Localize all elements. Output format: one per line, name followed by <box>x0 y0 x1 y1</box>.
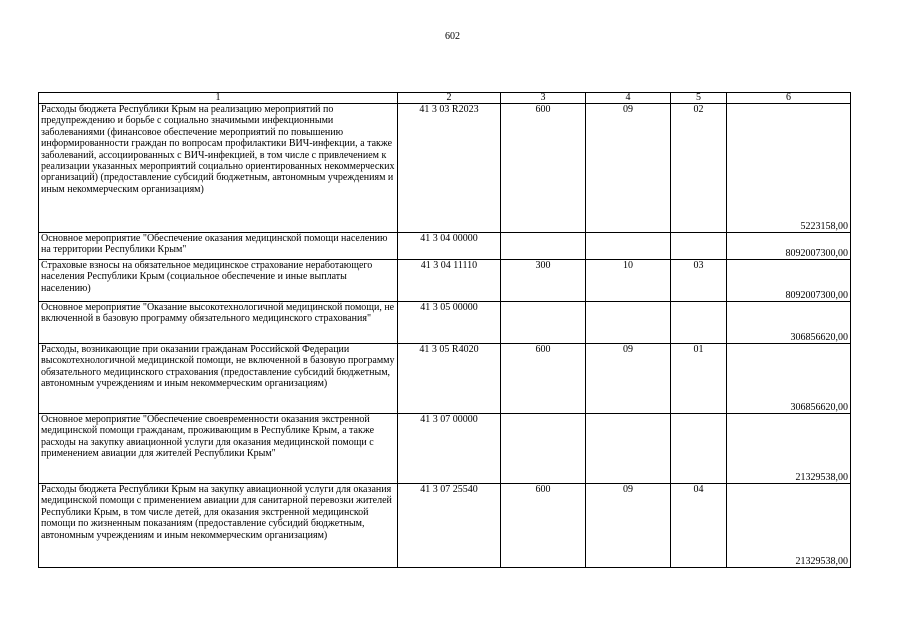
row-pr <box>671 414 727 484</box>
table-row <box>39 260 851 302</box>
column-number: 2 <box>398 93 501 104</box>
column-number: 4 <box>586 93 671 104</box>
row-amount: 8092007300,00 <box>727 260 851 302</box>
row-amount: 306856620,00 <box>727 344 851 414</box>
row-pr: 02 <box>671 104 727 233</box>
column-number: 1 <box>39 93 398 104</box>
row-name: Расходы, возникающие при оказании гражданам Российской Федерации высокотехнологичной медицинской помощи, не включенной в базовую программу обязательного медицинского страхования (предоставление субсидий бюджетным, автономным учреждениям и иным некоммерческим организациям) <box>39 344 398 414</box>
row-vr <box>501 233 586 260</box>
table-row <box>39 344 851 414</box>
row-vr: 600 <box>501 344 586 414</box>
row-pr <box>671 233 727 260</box>
row-rz: 09 <box>586 344 671 414</box>
row-vr <box>501 414 586 484</box>
row-code: 41 3 07 25540 <box>398 484 501 568</box>
row-pr: 03 <box>671 260 727 302</box>
row-rz <box>586 233 671 260</box>
table-row <box>39 233 851 260</box>
row-pr: 04 <box>671 484 727 568</box>
column-number: 3 <box>501 93 586 104</box>
row-name: Расходы бюджета Республики Крым на реализацию мероприятий по предупреждению и борьбе с социально значимыми инфекционными заболеваниями (финансовое обеспечение мероприятий по повышению информированности граждан по вопросам профилактики ВИЧ-инфекции, а также заболеваний, ассоциированных с ВИЧ-инфекцией, в том числе с привлечением к реализации указанных мероприятий социально ориентированных некоммерческих организаций) (предоставление субсидий бюджетным, автономным учреждениям и иным некоммерческим организациям) <box>39 104 398 233</box>
row-rz <box>586 414 671 484</box>
budget-table <box>38 92 851 568</box>
row-name: Основное мероприятие "Обеспечение оказания медицинской помощи населению на территории Республики Крым" <box>39 233 398 260</box>
table-row <box>39 104 851 233</box>
column-number-row <box>39 93 851 104</box>
row-code: 41 3 03 R2023 <box>398 104 501 233</box>
row-pr <box>671 302 727 344</box>
row-name: Страховые взносы на обязательное медицинское страхование неработающего населения Республики Крым (социальное обеспечение и иные выплаты населению) <box>39 260 398 302</box>
row-code: 41 3 04 11110 <box>398 260 501 302</box>
row-code: 41 3 04 00000 <box>398 233 501 260</box>
row-rz: 09 <box>586 104 671 233</box>
column-number: 5 <box>671 93 727 104</box>
table-row <box>39 302 851 344</box>
row-amount: 8092007300,00 <box>727 233 851 260</box>
row-vr: 300 <box>501 260 586 302</box>
row-name: Основное мероприятие "Обеспечение своевременности оказания экстренной медицинской помощи гражданам, проживающим в Республике Крым, а также расходы на закупку авиационной услуги для оказания медицинской помощи с применением авиации для жителей Республики Крым" <box>39 414 398 484</box>
row-rz: 09 <box>586 484 671 568</box>
row-vr: 600 <box>501 104 586 233</box>
row-amount: 21329538,00 <box>727 484 851 568</box>
row-name: Основное мероприятие "Оказание высокотехнологичной медицинской помощи, не включенной в базовую программу обязательного медицинского страхования" <box>39 302 398 344</box>
row-amount: 306856620,00 <box>727 302 851 344</box>
row-code: 41 3 05 00000 <box>398 302 501 344</box>
column-number: 6 <box>727 93 851 104</box>
row-code: 41 3 07 00000 <box>398 414 501 484</box>
row-pr: 01 <box>671 344 727 414</box>
row-vr <box>501 302 586 344</box>
table-row <box>39 414 851 484</box>
table-row <box>39 484 851 568</box>
row-vr: 600 <box>501 484 586 568</box>
row-rz: 10 <box>586 260 671 302</box>
page-number: 602 <box>445 31 460 42</box>
row-code: 41 3 05 R4020 <box>398 344 501 414</box>
row-name: Расходы бюджета Республики Крым на закупку авиационной услуги для оказания медицинской помощи с применением авиации для санитарной перевозки жителей Республики Крым, в том числе детей, для оказания экстренной медицинской помощи по жизненным показаниям (предоставление субсидий бюджетным, автономным учреждениям и иным некоммерческим организациям) <box>39 484 398 568</box>
row-amount: 21329538,00 <box>727 414 851 484</box>
row-amount: 5223158,00 <box>727 104 851 233</box>
row-rz <box>586 302 671 344</box>
